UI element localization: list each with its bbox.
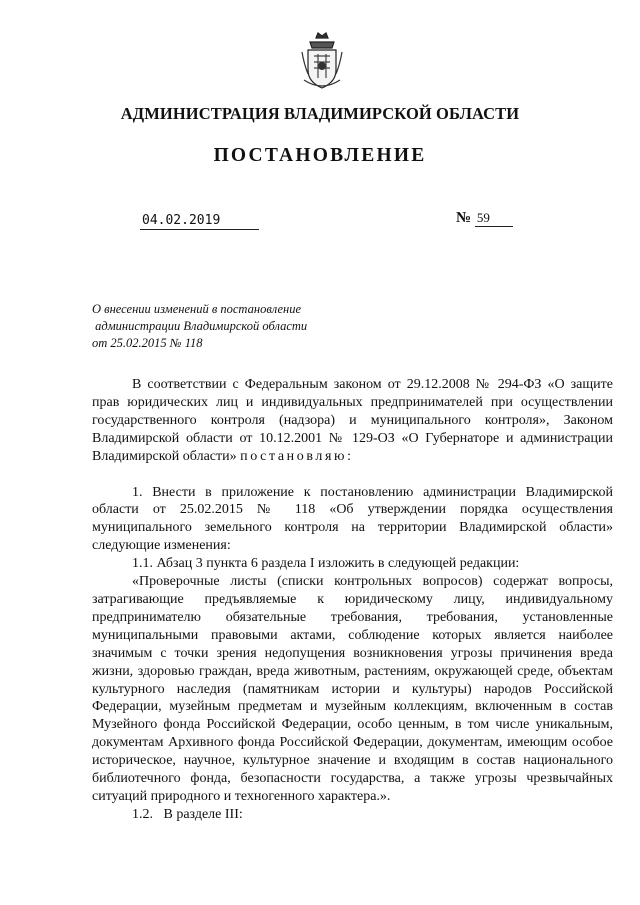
preamble-text: В соответствии с Федеральным законом от 29.12.2008 № 294-ФЗ «О защите прав юридических лиц и индивидуальных предпринимателей при осуществлении государственного контроля (надзора) и муниципального контроля», Законом Владимирской области от 10.12.2001 № 129-ОЗ «О Губернаторе и администрации Владимирской области» [92, 377, 613, 464]
coat-of-arms-icon [300, 30, 344, 92]
number-value: 59 [475, 210, 513, 227]
quoted-text: «Проверочные листы (списки контрольных вопросов) содержат вопросы, затрагивающие предъявляемые к юридическому лицу, индивидуальному предпринимателю обязательные требования, требования, установленные муниципальными правовыми актами, соблюдение которых является наиболее значимым с точки зрения недопущения возникновения угрозы причинения вреда жизни, здоровью граждан, вреда животным, растениям, окружающей среде, объектам культурного наследия (памятникам истории и культуры) народов Российской Федерации, музейным предметам и музейным коллекциям, включенным в состав Музейного фонда Российской Федерации, особо ценным, в том числе уникальным, документам Архивного фонда Российской Федерации, документам, имеющим особое историческое, научное, культурное значение и входящим в состав национального библиотечного фонда, безопасности государства, а также угрозы чрезвычайных ситуаций природного и техногенного характера.». [92, 574, 613, 804]
preamble-paragraph [92, 376, 613, 466]
document-date: 04.02.2019 [140, 213, 259, 230]
document-number [456, 210, 516, 227]
document-body [92, 376, 613, 824]
subject-line-3: от 25.02.2015 № 118 [92, 336, 203, 350]
decree-word: постановляю: [240, 448, 354, 464]
subject-line-2: администрации Владимирской области [92, 319, 308, 333]
item-1-2: 1.2. В разделе III: [132, 806, 243, 822]
number-sign: № [456, 210, 472, 226]
organization-title: АДМИНИСТРАЦИЯ ВЛАДИМИРСКОЙ ОБЛАСТИ [120, 104, 520, 123]
document-type-title: ПОСТАНОВЛЕНИЕ [213, 145, 427, 166]
item-1-1: 1.1. Абзац 3 пункта 6 раздела I изложить в следующей редакции: [132, 556, 520, 572]
item-1: 1. Внести в приложение к постановлению администрации Владимирской области от 25.02.2015 № 118 «Об утверждении порядка осуществления муниципального земельного контроля на территории Владимирской области» следующие изменения: [92, 484, 613, 554]
document-subject [92, 301, 352, 352]
subject-line-1: О внесении изменений в постановление [92, 302, 302, 316]
